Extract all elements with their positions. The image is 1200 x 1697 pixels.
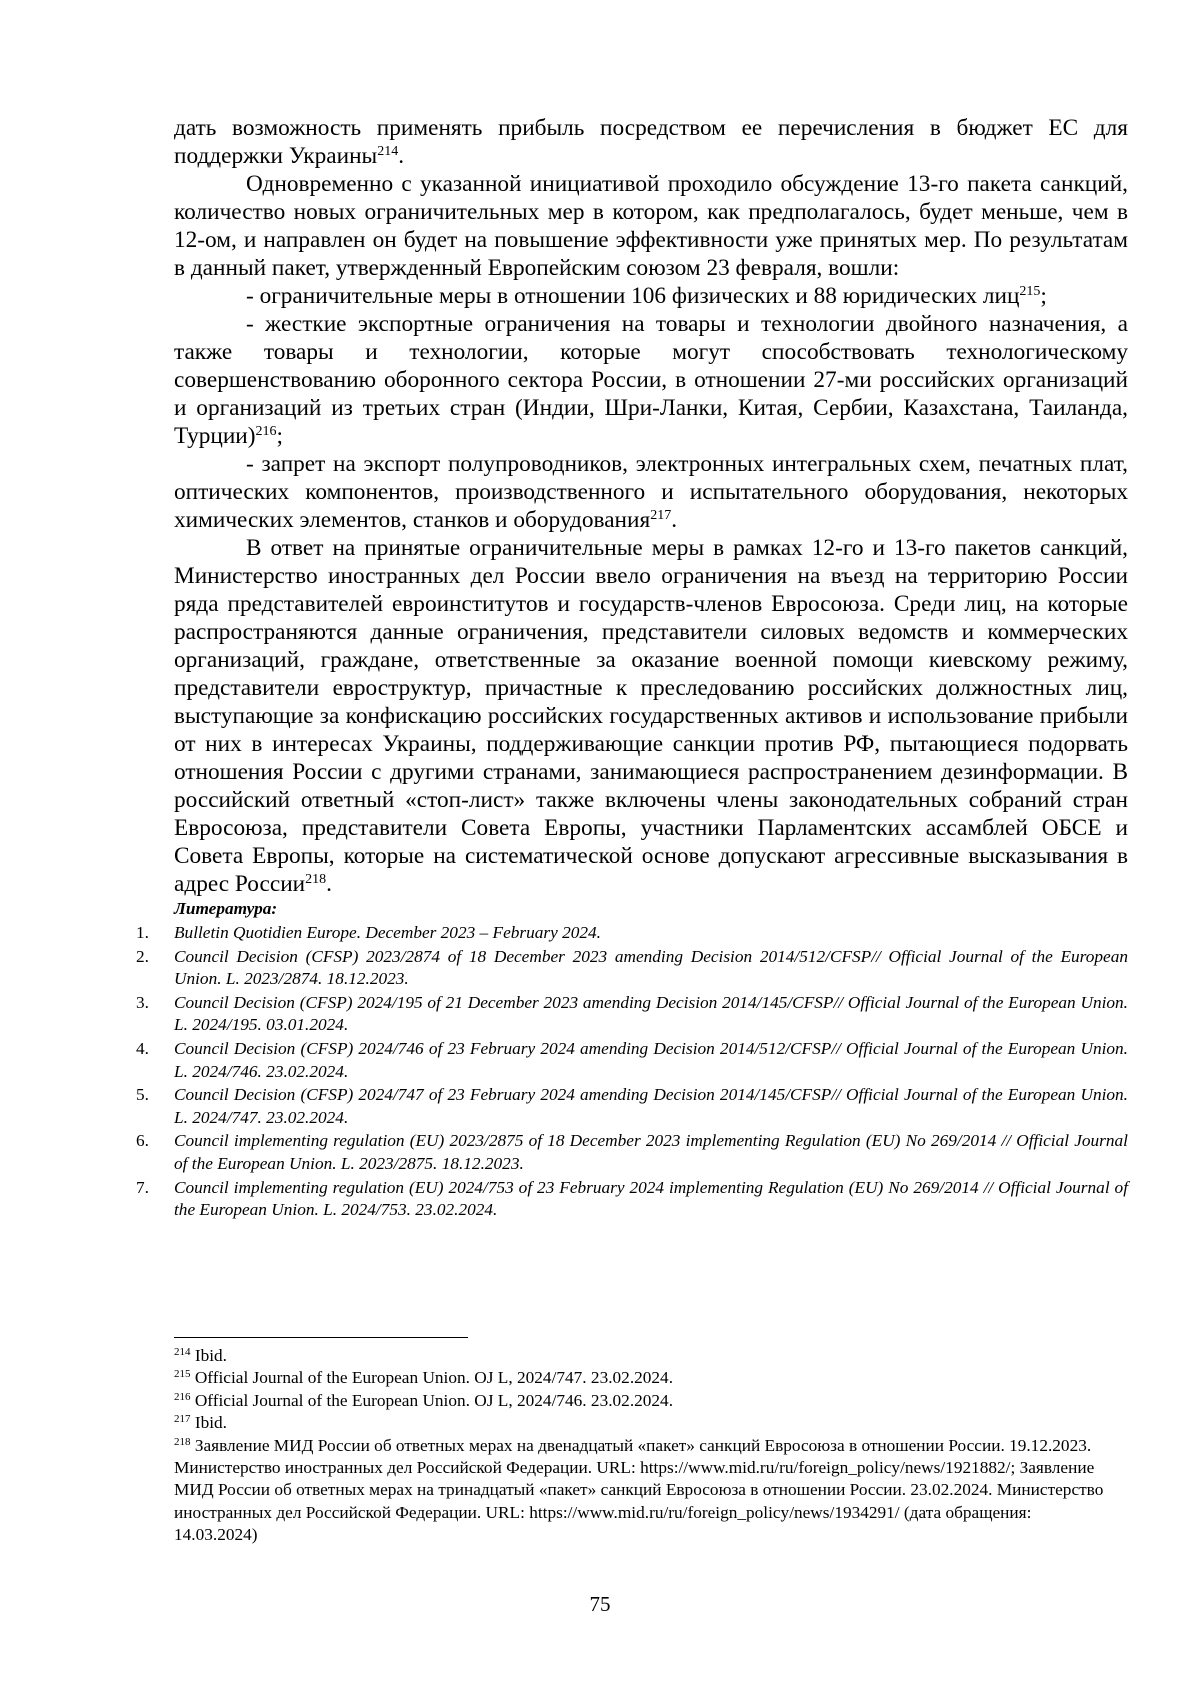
literature-item: 7. Council implementing regulation (EU) 2024/753 of 23 February 2024 implementing Regulation (EU) No 269/2014 // Official Journal of the European Union. L. 2024/753. 23.02.2024. xyxy=(136,1177,1128,1220)
literature-item: 4. Council Decision (CFSP) 2024/746 of 23 February 2024 amending Decision 2014/512/CFSP// Official Journal of the European Union. L. 2024/746. 23.02.2024. xyxy=(136,1038,1128,1081)
list-item-2: - жесткие экспортные ограничения на товары и технологии двойного назначения, а также товары и технологии, которые могут способствовать технологическому совершенствованию оборонного сектора России, в отношении 27-ми российских организаций и организаций из третьих стран (Индии, Шри-Ланки, Китая, Сербии, Казахстана, Таиланда, Турции)$^{216}$; xyxy=(174,311,1128,449)
literature-title: Литература: xyxy=(174,899,278,918)
page-number: 75 xyxy=(589,1592,611,1616)
footnote-ref-216: 216 xyxy=(255,424,277,439)
main-text xyxy=(136,114,1128,1223)
footnote-ref-218: 218 xyxy=(305,872,327,887)
footnote-ref-214: 214 xyxy=(377,144,399,159)
list-item-3: - запрет на экспорт полупроводников, электронных интегральных схем, печатных плат, оптических компонентов, производственного и испытательного оборудования, некоторых химических элементов, станков и оборудования$^{217}$. xyxy=(174,451,1128,533)
literature-item: 1. Bulletin Quotidien Europe. December 2023 – February 2024. xyxy=(136,923,601,942)
footnote-separator xyxy=(174,1337,468,1338)
literature-list xyxy=(136,922,1128,1222)
paragraph-2: Одновременно с указанной инициативой проходило обсуждение 13-го пакета санкций, количество новых ограничительных мер в котором, как предполагалось, будет меньше, чем в 12-ом, и направлен он будет на повышение эффективности уже принятых мер. По результатам в данный пакет, утвержденный Европейским союзом 23 февраля, вошли: xyxy=(174,171,1128,281)
footnote: $^{214}$ Ibid. xyxy=(174,1346,227,1365)
footnote: $^{215}$ Official Journal of the European Union. OJ L, 2024/747. 23.02.2024. xyxy=(174,1368,674,1388)
literature-item: 6. Council implementing regulation (EU) 2023/2875 of 18 December 2023 implementing Regulation (EU) No 269/2014 // Official Journal of the European Union. L. 2023/2875. 18.12.2023. xyxy=(136,1131,1128,1173)
footnote: $^{216}$ Official Journal of the European Union. OJ L, 2024/746. 23.02.2024. xyxy=(174,1390,674,1410)
footnote-ref-217: 217 xyxy=(650,508,672,523)
literature-item: 3. Council Decision (CFSP) 2024/195 of 21 December 2023 amending Decision 2014/145/CFSP// Official Journal of the European Union. L. 2024/195. 03.01.2024. xyxy=(136,992,1128,1035)
list-item-1: - ограничительные меры в отношении 106 физических и 88 юридических лиц$^{215}$; xyxy=(246,283,1047,309)
paragraph-1: дать возможность применять прибыль посредством ее перечисления в бюджет ЕС для поддержки Украины$^{214}$. xyxy=(174,115,1128,169)
footnote: $^{218}$ Заявление МИД России об ответных мерах на двенадцатый «пакет» санкций Евросоюза в отношении России. 19.12.2023. Министерство иностранных дел Российской Федерации. URL: https://www.mid.ru/ru/foreign_policy/news/1921882/; Заявление МИД России об ответных мерах на тринадцатый «пакет» санкций Евросоюза в отношении России. 23.02.2024. Министерство иностранных дел Российской Федерации. URL: https://www.mid.ru/ru/foreign_policy/news/1934291/ (дата обращения: 14.03.2024) xyxy=(174,1435,1104,1545)
footnote-ref-215: 215 xyxy=(1019,284,1041,299)
literature-item: 2. Council Decision (CFSP) 2023/2874 of 18 December 2023 amending Decision 2014/512/CFSP// Official Journal of the European Union. L. 2023/2874. 18.12.2023. xyxy=(136,946,1128,989)
footnote: $^{217}$ Ibid. xyxy=(174,1413,227,1433)
footnotes xyxy=(174,1345,1114,1547)
paragraph-3: В ответ на принятые ограничительные меры в рамках 12-го и 13-го пакетов санкций, Министерство иностранных дел России ввело ограничения на въезд на территорию России ряда представителей евроинститутов и государств-членов Евросоюза. Среди лиц, на которые распространяются данные ограничения, представители силовых ведомств и коммерческих организаций, граждане, ответственные за оказание военной помощи киевскому режиму, представители евроструктур, причастные к преследованию российских должностных лиц, выступающие за конфискацию российских государственных активов и использование прибыли от них в интересах Украины, поддерживающие санкции против РФ, пытающиеся подорвать отношения России с другими странами, занимающиеся распространением дезинформации. В российский ответный «стоп-лист» также включены члены законодательных собраний стран Евросоюза, представители Совета Европы, участники Парламентских ассамблей ОБСЕ и Совета Европы, которые на систематической основе допускают агрессивные высказывания в адрес России$^{218}$. xyxy=(174,535,1128,897)
literature-item: 5. Council Decision (CFSP) 2024/747 of 23 February 2024 amending Decision 2014/145/CFSP// Official Journal of the European Union. L. 2024/747. 23.02.2024. xyxy=(136,1085,1128,1127)
